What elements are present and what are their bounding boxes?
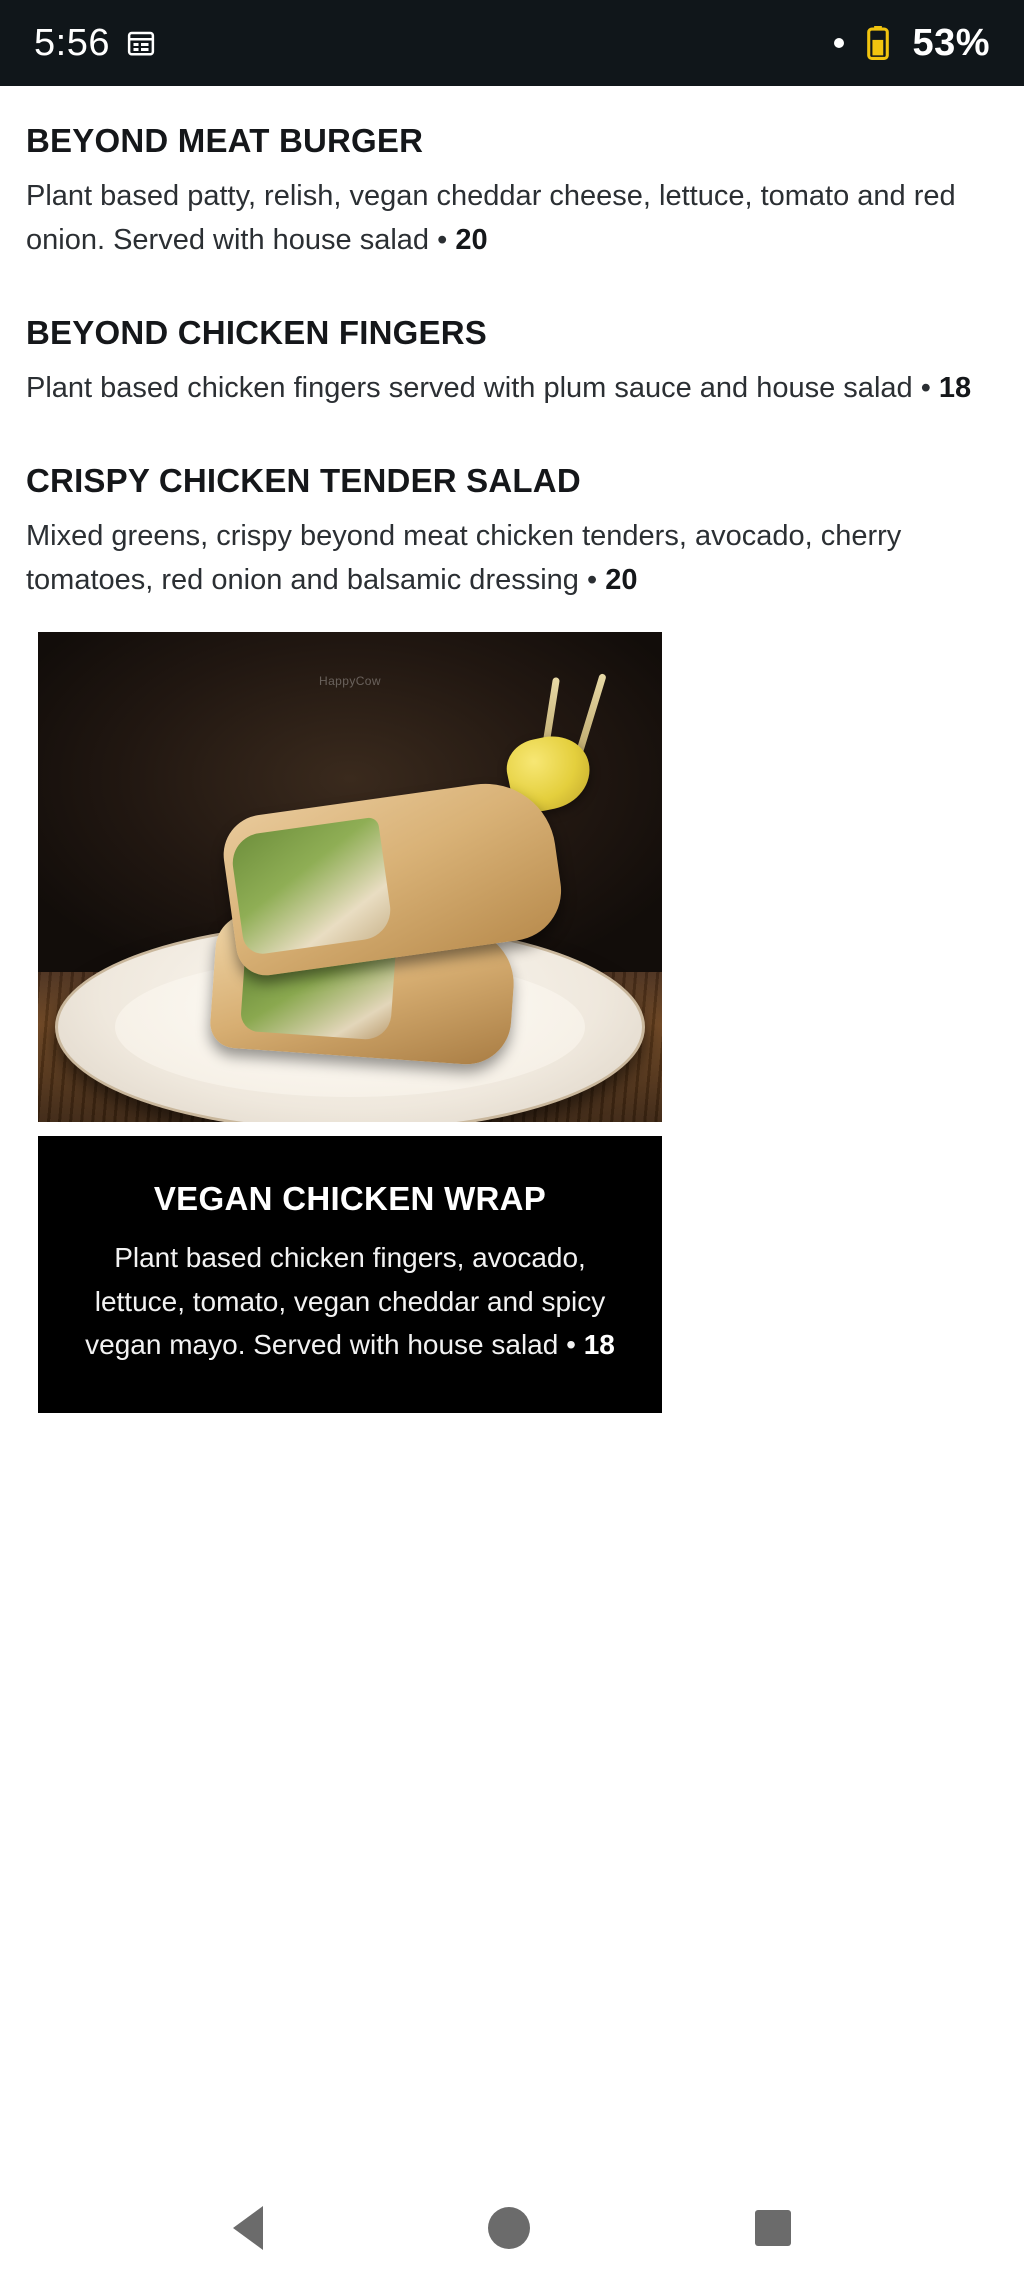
android-navigation-bar — [0, 2180, 1024, 2276]
status-bar-left — [34, 22, 156, 65]
status-bar — [0, 0, 1024, 86]
vegan-chicken-wrap-photo[interactable] — [38, 632, 662, 1122]
featured-item-title: VEGAN CHICKEN WRAP — [153, 1180, 547, 1218]
menu-content — [0, 86, 1024, 2180]
menu-item-description — [26, 174, 986, 262]
menu-item — [26, 462, 998, 602]
menu-item-price: 20 — [605, 564, 638, 597]
menu-item-description — [26, 366, 986, 410]
menu-item-description-text: Plant based chicken fingers served with plum sauce and house salad • — [26, 372, 939, 405]
menu-item-description-text: Mixed greens, crispy beyond meat chicken tenders, avocado, cherry tomatoes, red onion and balsamic dressing • — [26, 520, 902, 597]
recents-icon[interactable] — [755, 2210, 791, 2246]
menu-item-price: 20 — [455, 224, 488, 257]
status-time: 5:56 — [34, 21, 110, 64]
menu-item-price: 18 — [938, 372, 972, 405]
dot-icon — [834, 38, 844, 48]
menu-item — [26, 86, 998, 262]
battery-percentage: 53% — [912, 21, 990, 64]
menu-item-description-text: Plant based patty, relish, vegan cheddar cheese, lettuce, tomato and red onion. Served with house salad • — [26, 180, 956, 257]
photo-watermark: HappyCow — [319, 674, 381, 689]
menu-item-title: CRISPY CHICKEN TENDER SALAD — [26, 462, 581, 500]
featured-item-description-text: Plant based chicken fingers, avocado, lettuce, tomato, vegan cheddar and spicy vegan mayo. Served with house salad • — [85, 1242, 606, 1361]
menu-item — [26, 314, 998, 410]
back-icon[interactable] — [233, 2206, 263, 2250]
menu-item-title: BEYOND CHICKEN FINGERS — [26, 314, 487, 352]
home-icon[interactable] — [488, 2207, 530, 2249]
menu-item-description — [26, 514, 986, 602]
battery-icon — [866, 26, 890, 60]
calendar-icon — [126, 28, 156, 58]
status-bar-right — [834, 22, 990, 65]
featured-item-card — [38, 1136, 662, 1412]
featured-item-description — [68, 1236, 632, 1366]
menu-item-title: BEYOND MEAT BURGER — [26, 122, 424, 159]
featured-item-price: 18 — [583, 1329, 615, 1361]
